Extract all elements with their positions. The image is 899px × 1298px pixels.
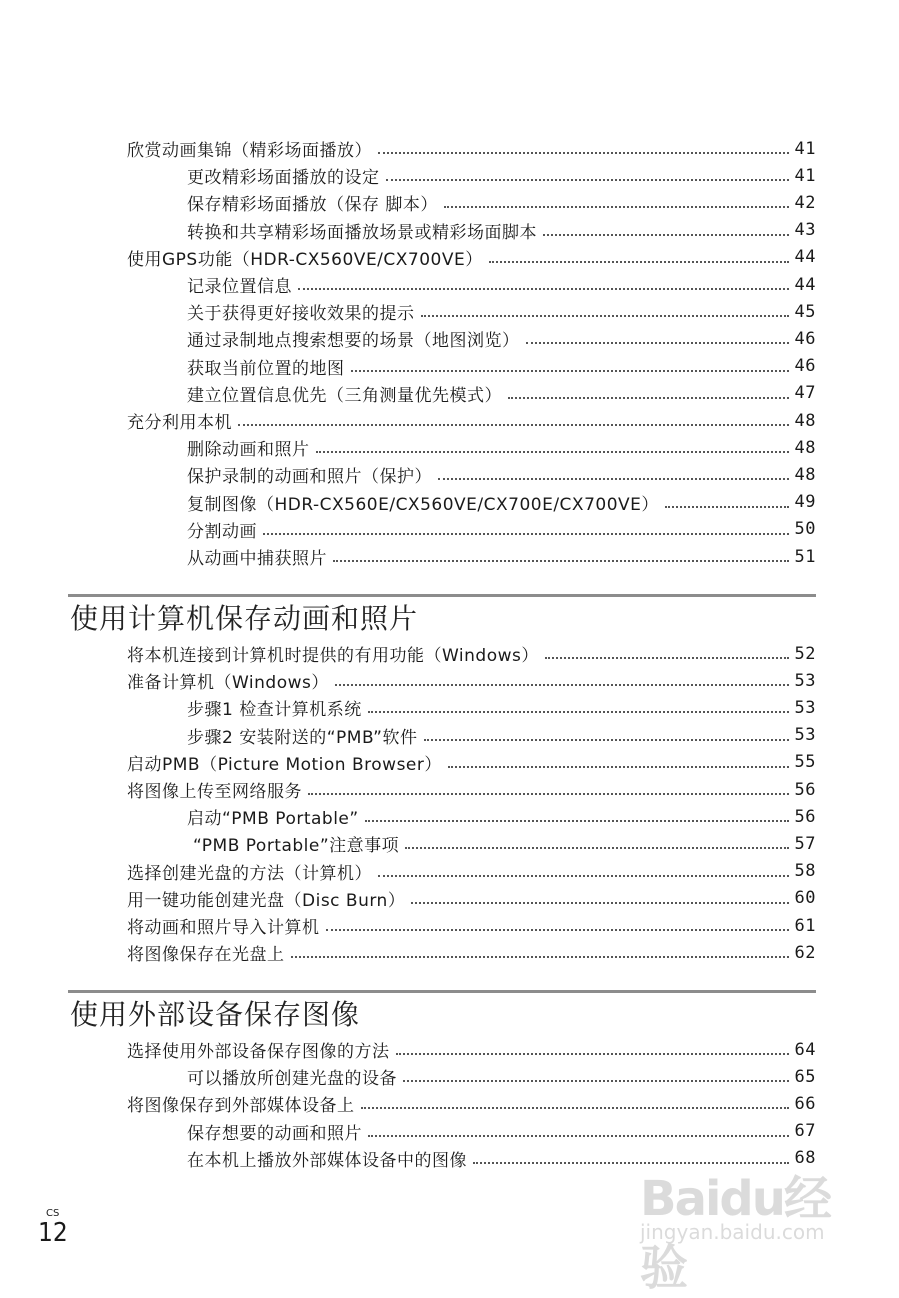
dot-leader: [448, 766, 789, 768]
toc-entry[interactable]: [127, 830, 816, 857]
dot-leader: [361, 1107, 789, 1109]
toc-entry-title: 选择使用外部设备保存图像的方法: [127, 1042, 390, 1062]
toc-entry-page: 50: [794, 519, 816, 540]
toc-entry-page: 46: [794, 356, 816, 377]
toc-entry-title: 在本机上播放外部媒体设备中的图像: [187, 1150, 467, 1171]
toc-entry-page: 48: [794, 410, 816, 431]
toc-entry-page: 48: [794, 464, 816, 485]
toc-entry[interactable]: [127, 244, 816, 271]
toc-entry[interactable]: [127, 939, 816, 966]
toc-entry[interactable]: [127, 776, 816, 803]
watermark-url: jingyan.baidu.com: [640, 1220, 825, 1244]
toc-entry-page: 61: [794, 915, 816, 936]
dot-leader: [316, 451, 789, 453]
toc-entry-title: 充分利用本机: [127, 413, 232, 433]
toc-entry-title: 选择创建光盘的方法（计算机）: [127, 863, 372, 884]
toc-entry-page: 41: [794, 165, 816, 186]
toc-entry-page: 52: [794, 643, 816, 664]
toc-entry-page: 66: [794, 1093, 816, 1114]
toc-entry[interactable]: [127, 694, 816, 721]
dot-leader: [326, 929, 789, 931]
toc-entry-page: 56: [794, 779, 816, 800]
toc-entry-title: 将本机连接到计算机时提供的有用功能（Windows）: [127, 646, 539, 666]
toc-entry-title: 删除动画和照片: [187, 440, 310, 461]
dot-leader: [335, 684, 789, 686]
dot-leader: [421, 315, 789, 317]
toc-entry-title: 使用GPS功能（HDR-CX560VE/CX700VE）: [127, 249, 483, 270]
toc-entry-title: 记录位置信息: [187, 277, 292, 297]
toc-entry[interactable]: [127, 162, 816, 189]
toc-entry[interactable]: [127, 407, 816, 434]
toc-entry-title: 启动PMB（Picture Motion Browser）: [127, 754, 442, 775]
toc-entry-page: 53: [794, 725, 816, 746]
toc-entry-page: 43: [794, 220, 816, 241]
toc-entry[interactable]: [127, 217, 816, 244]
dot-leader: [489, 261, 789, 263]
toc-entry-page: 62: [794, 942, 816, 963]
toc-entry-page: 53: [794, 670, 816, 691]
dot-leader: [386, 179, 789, 181]
toc-entry-page: 49: [794, 492, 816, 513]
toc-entry-title: 将图像保存到外部媒体设备上: [127, 1096, 355, 1117]
toc-entry[interactable]: [127, 749, 816, 776]
toc-entry[interactable]: [127, 271, 816, 298]
toc-entry-page: 64: [794, 1039, 816, 1060]
toc-entry-title: 保存精彩场面播放（保存 脚本）: [187, 195, 438, 216]
section-heading-pc: 使用计算机保存动画和照片: [70, 602, 419, 635]
toc-entry-page: 67: [794, 1121, 816, 1142]
toc-entry-title: 分割动画: [187, 521, 257, 542]
toc-entry-title: 保存想要的动画和照片: [187, 1123, 362, 1144]
dot-leader: [368, 711, 789, 713]
toc-entry-title: 从动画中捕获照片: [187, 549, 327, 569]
dot-leader: [238, 424, 789, 426]
dot-leader: [403, 1080, 789, 1082]
toc-entry-title: 转换和共享精彩场面播放场景或精彩场面脚本: [187, 222, 537, 243]
toc-entry-title: 将图像保存在光盘上: [127, 945, 285, 966]
dot-leader: [526, 342, 789, 344]
toc-entry-page: 42: [794, 192, 816, 213]
toc-entry-title: 关于获得更好接收效果的提示: [187, 304, 415, 325]
toc-entry[interactable]: [127, 1118, 816, 1145]
toc-entry-page: 44: [794, 274, 816, 295]
toc-entry-title: 建立位置信息优先（三角测量优先模式）: [187, 385, 502, 406]
toc-entry-page: 45: [794, 301, 816, 322]
toc-entry-page: 48: [794, 437, 816, 458]
toc-entry-title: “PMB Portable”注意事项: [193, 836, 400, 857]
toc-entry-page: 56: [794, 806, 816, 827]
toc-entry-page: 41: [794, 138, 816, 159]
toc-entry[interactable]: [127, 516, 816, 543]
toc-entry[interactable]: [127, 380, 816, 407]
toc-entry-title: 步骤2 安装附送的“PMB”软件: [187, 727, 418, 748]
language-code: CS: [46, 1208, 60, 1219]
dot-leader: [378, 875, 789, 877]
toc-entry[interactable]: [127, 858, 816, 885]
toc-entry[interactable]: [127, 640, 816, 667]
dot-leader: [291, 956, 789, 958]
dot-leader: [405, 847, 788, 849]
toc-entry[interactable]: [127, 885, 816, 912]
toc-entry[interactable]: [127, 1063, 816, 1090]
toc-entry-page: 68: [794, 1148, 816, 1169]
dot-leader: [424, 739, 789, 741]
toc-entry-title: 将动画和照片导入计算机: [127, 918, 320, 938]
toc-entry-title: 复制图像（HDR-CX560E/CX560VE/CX700E/CX700VE）: [187, 494, 659, 515]
toc-entry-page: 46: [794, 328, 816, 349]
toc-entry[interactable]: [127, 722, 816, 749]
watermark-brand: Baidu经验: [640, 1171, 830, 1296]
dot-leader: [351, 370, 789, 372]
toc-entry-title: 启动“PMB Portable”: [187, 809, 359, 830]
toc-entry-title: 用一键功能创建光盘（Disc Burn）: [127, 890, 406, 911]
toc-entry-page: 65: [794, 1066, 816, 1087]
dot-leader: [411, 902, 788, 904]
toc-entry-title: 通过录制地点搜索想要的场景（地图浏览）: [187, 331, 520, 352]
toc-entry-page: 58: [794, 861, 816, 882]
toc-entry[interactable]: [127, 461, 816, 488]
page-number: 12: [38, 1218, 68, 1248]
toc-entry-page: 53: [794, 697, 816, 718]
dot-leader: [545, 657, 789, 659]
toc-entry[interactable]: [127, 189, 816, 216]
toc-entry-page: 60: [794, 888, 816, 909]
dot-leader: [444, 206, 789, 208]
dot-leader: [438, 478, 789, 480]
toc-entry[interactable]: [127, 912, 816, 939]
toc-entry[interactable]: [127, 667, 816, 694]
toc-entry[interactable]: [127, 298, 816, 325]
toc-entry[interactable]: [127, 434, 816, 461]
toc-entry[interactable]: [127, 1090, 816, 1117]
toc-entry-title: 可以播放所创建光盘的设备: [187, 1069, 397, 1090]
dot-leader: [308, 793, 789, 795]
dot-leader: [365, 820, 789, 822]
dot-leader: [263, 533, 789, 535]
toc-entry-title: 获取当前位置的地图: [187, 358, 345, 379]
toc-entry[interactable]: [127, 135, 816, 162]
watermark-logo: [632, 1160, 852, 1296]
toc-entry-page: 55: [794, 752, 816, 773]
dot-leader: [378, 152, 789, 154]
toc-entry[interactable]: [127, 803, 816, 830]
toc-entry[interactable]: [127, 489, 816, 516]
toc-entry-page: 57: [794, 833, 816, 854]
dot-leader: [665, 506, 789, 508]
dot-leader: [368, 1135, 789, 1137]
toc-entry-page: 47: [794, 383, 816, 404]
toc-entry-title: 更改精彩场面播放的设定: [187, 168, 380, 189]
dot-leader: [396, 1053, 789, 1055]
toc-entry-title: 准备计算机（Windows）: [127, 673, 329, 694]
toc-entry-page: 51: [794, 546, 816, 567]
toc-entry-title: 步骤1 检查计算机系统: [187, 700, 362, 721]
toc-entry[interactable]: [127, 353, 816, 380]
toc-entry[interactable]: [127, 543, 816, 570]
toc-entry[interactable]: [127, 1036, 816, 1063]
dot-leader: [333, 560, 789, 562]
toc-entry[interactable]: [127, 325, 816, 352]
section-heading-ext: 使用外部设备保存图像: [70, 998, 361, 1031]
toc-entry-title: 保护录制的动画和照片（保护）: [187, 467, 432, 488]
toc-entry-title: 欣赏动画集锦（精彩场面播放）: [127, 141, 372, 161]
dot-leader: [543, 234, 789, 236]
dot-leader: [298, 288, 789, 290]
dot-leader: [508, 397, 789, 399]
toc-entry-page: 44: [794, 247, 816, 268]
toc-entry-title: 将图像上传至网络服务: [127, 782, 302, 802]
